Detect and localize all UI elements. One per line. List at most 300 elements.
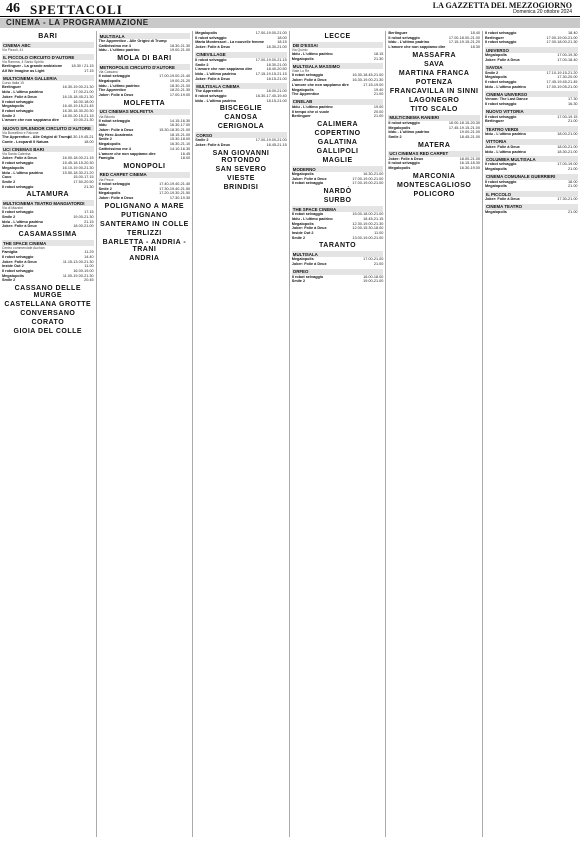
showtimes: 17.00-19.30: [557, 53, 578, 58]
film-title: Joker: Folie à Deux: [291, 78, 327, 83]
page-header: [0, 0, 580, 17]
city-heading: VIESTE: [227, 174, 255, 182]
film-title: Joker: Folie à Deux: [388, 156, 424, 161]
film-title: Smile 2: [2, 113, 16, 118]
film-row: [485, 210, 578, 215]
film-title: Smile 2: [484, 70, 499, 75]
showtimes: 16.15-18.45-21.30: [62, 94, 94, 99]
showtimes: 18.00: [84, 139, 94, 144]
showtimes: 18.45-21.15: [266, 143, 287, 148]
showtimes: 17.00-19.00-21.00: [352, 181, 384, 186]
film-title: Il robot selvaggio: [2, 268, 34, 273]
showtimes: 17.00-19.00: [557, 162, 578, 167]
film-title: Il tempo che ci vuole: [291, 109, 330, 114]
city-heading: MASSAFRA: [412, 51, 456, 59]
city-heading: SAN SEVERO: [215, 165, 267, 173]
cinema-name: MODERNO: [292, 166, 384, 172]
film-row: [2, 278, 94, 283]
showtimes: 19.00-21.00: [363, 279, 384, 284]
city-heading: CORATO: [31, 319, 65, 327]
cinema-name: CINEMA UNIVERSO: [485, 91, 578, 97]
film-row: [388, 135, 480, 140]
showtimes: 12.00-15.30-18.00: [352, 226, 384, 231]
showtimes: 16.30-21.10: [169, 142, 191, 147]
showtimes: 18.00-21.00: [73, 224, 94, 229]
showtimes: 15.30-18.30-21.00: [159, 128, 191, 133]
listing-columns: [0, 31, 580, 837]
showtimes: 19.00-21.00: [169, 48, 191, 53]
showtimes: 16.30-19.00-21.30: [62, 85, 94, 90]
showtimes: 16.30-18.45-21.00: [352, 73, 384, 78]
film-title: Smile 2: [388, 134, 402, 139]
showtimes: 12.30-19.00-21.30: [352, 221, 384, 226]
film-title: Il robot selvaggio: [484, 31, 517, 35]
film-title: Il robot selvaggio: [2, 108, 34, 113]
film-row: [195, 77, 287, 82]
showtimes: 16.30-19.00: [459, 166, 480, 171]
film-title: The Apprentice - Alle Origini di Trump: [98, 39, 167, 43]
cinema-name: MULTICINEMA GALLERIA: [2, 75, 94, 81]
film-title: Il robot selvaggio: [2, 254, 34, 259]
film-title: Maria Montessori - La nouvelle femme: [195, 40, 264, 45]
film-title: Megalopolis: [98, 142, 121, 147]
city-heading: LECCE: [324, 33, 351, 40]
showtimes: 11.00: [84, 264, 94, 269]
showtimes: 17.40-19.40-21.40: [159, 181, 191, 186]
film-title: The Apprentice: [98, 88, 127, 93]
film-row: [292, 279, 384, 284]
film-title: L'amore che non sappiamo dire: [388, 45, 446, 50]
showtimes: 15.00-18.00-21.00: [352, 212, 384, 217]
film-title: Iddu - L'ultimo padrino: [388, 130, 430, 135]
showtimes: 17.00-19.05-21.00: [546, 84, 578, 89]
showtimes: 21.00: [373, 92, 384, 97]
showtimes: 18.30-21.00: [557, 149, 578, 154]
film-title: Megalopolis: [98, 78, 121, 83]
film-title: Inside Out 2: [2, 264, 24, 269]
showtimes: 16.00-18.00: [73, 99, 94, 104]
city-heading: BRINDISI: [223, 183, 259, 191]
film-title: Megalopolis: [2, 104, 24, 109]
cinema-address: Via Ramma, 4 Santo Spirito: [2, 60, 44, 64]
film-row: [485, 184, 578, 189]
film-title: Smile 2: [2, 179, 16, 184]
showtimes: 17.45-19.15-21.00: [448, 125, 480, 130]
film-title: Joker: Folie à Deux: [195, 45, 231, 50]
cinema-name: METROPOLIS CIRCUITO D'AUTORE: [99, 64, 191, 70]
showtimes: 18.20-21.30: [169, 88, 191, 93]
film-title: Il robot selvaggio: [388, 120, 420, 125]
showtimes: 17.20-19.30-21.50: [159, 191, 191, 196]
showtimes: 18.00: [568, 179, 578, 184]
showtimes: 17.15-19.00: [363, 82, 384, 87]
cinema-name: MULTICINEMA TEATRO MANGIATORDI: [2, 200, 94, 206]
city-heading: BISCEGLIE: [219, 105, 263, 113]
film-title: Iddu - L'ultimo padrino: [2, 219, 43, 224]
film-title: Joker: Folie à Deux: [2, 94, 37, 99]
listing-column: [193, 31, 290, 837]
film-row: [485, 119, 578, 124]
showtimes: 19.00: [373, 104, 384, 109]
city-heading: CERIGNOLA: [217, 123, 265, 131]
film-title: Coco: [2, 175, 12, 180]
showtimes: 11.15-13.00-21.30: [62, 259, 94, 264]
cinema-name: UNIVERSO: [485, 47, 578, 53]
showtimes: 18.30-19.45-21: [67, 135, 94, 140]
showtimes: 17.00-19.00-21.00: [255, 31, 287, 35]
city-heading: POLIGNANO A MARE: [104, 202, 185, 210]
showtimes: 21.00: [373, 262, 384, 267]
city-heading: CALIMERA: [317, 121, 359, 129]
listing-column: [290, 31, 387, 837]
city-heading: TERLIZZI: [127, 229, 162, 237]
city-heading: NARDÒ: [323, 188, 352, 196]
showtimes: 16.30-19.00-21.30: [352, 78, 384, 83]
film-title: Smile 2: [195, 138, 209, 143]
film-title: Il robot selvaggio: [484, 79, 517, 84]
showtimes: 18.00-21.00: [557, 132, 578, 137]
film-title: Joker: Folie à Deux: [291, 176, 327, 181]
city-heading: CASAMASSIMA: [18, 231, 77, 239]
showtimes: 19.00-21.20: [169, 78, 191, 83]
film-title: Megalopolis: [388, 125, 411, 130]
showtimes: 17.00-21.00: [363, 257, 384, 262]
cinema-name: THE SPACE CINEMA: [2, 240, 94, 246]
showtimes: 18.00-21.00: [459, 156, 480, 161]
showtimes: 18.15-21.00: [266, 76, 287, 81]
film-row: [195, 99, 287, 104]
showtimes: 21.00: [373, 114, 384, 119]
film-title: Megalopolis: [291, 221, 314, 226]
showtimes: 18.30-21.00: [266, 62, 287, 67]
film-title: Joker: Folie à Deux: [484, 57, 520, 62]
cinema-address: Via Pesce: [98, 177, 114, 182]
showtimes: 21.30: [84, 184, 94, 189]
film-title: The Apprentice: [291, 92, 320, 97]
city-heading: LAGONEGRO: [408, 96, 460, 104]
showtimes: 17.00-19.00-21.00: [546, 35, 578, 40]
showtimes: 17.00-18.00-21.30: [546, 40, 578, 45]
showtimes: 18.15: [373, 52, 384, 56]
film-title: Il robot selvaggio: [195, 57, 227, 62]
film-row: [2, 118, 94, 123]
film-row: [2, 224, 94, 229]
cinema-name: MULTISALA: [292, 251, 384, 257]
film-row: [485, 58, 578, 63]
film-title: Joker: Folie à Deux: [98, 92, 134, 97]
film-title: Berlinguer - La grande ambizione: [2, 64, 63, 68]
film-title: Cattivissimo me 4: [98, 146, 131, 151]
showtimes: 17.30: [568, 97, 578, 102]
cinema-name: UCI CINEMAS RED CARPET: [388, 151, 480, 157]
film-row: [485, 197, 578, 202]
film-title: Joker: Folie à Deux: [98, 196, 134, 201]
city-heading: TARANTO: [319, 242, 357, 250]
film-title: Joker: Folie à Deux: [291, 262, 327, 267]
showtimes: 16.00-19.00: [73, 268, 94, 273]
showtimes: 18.00: [180, 156, 191, 161]
showtimes: 18.00-21.00: [266, 89, 287, 94]
cinema-name: MULTISALA: [99, 33, 191, 39]
showtimes: 19.40: [373, 87, 384, 92]
film-title: Il robot selvaggio: [291, 274, 324, 279]
film-row: [195, 45, 287, 50]
showtimes: 11.29: [84, 250, 94, 255]
film-row: [485, 150, 578, 155]
film-title: Megalopolis: [291, 87, 314, 92]
film-title: Megalopolis: [484, 209, 507, 214]
film-title: My Hero Academia: [98, 132, 133, 137]
film-title: Iddu - L'ultimo padrino: [291, 52, 333, 56]
showtimes: 11.00-19.00-21.30: [62, 273, 94, 278]
film-title: Megalopolis: [484, 184, 507, 189]
showtimes: 15.00-17.15: [73, 175, 94, 180]
film-title: Iddu - L'ultimo padrino: [2, 90, 43, 95]
film-row: [292, 114, 384, 119]
showtimes: 18.15-21.00: [266, 98, 287, 103]
film-title: Joker: Folie à Deux: [2, 224, 37, 229]
showtimes: 16.30: [568, 102, 578, 107]
film-row: [2, 185, 94, 190]
cinema-name: TEATRO VERDI: [485, 126, 578, 132]
film-title: Smile 2: [2, 215, 16, 220]
film-title: Smile 2: [98, 137, 112, 142]
film-row: [292, 236, 384, 241]
film-title: Il robot selvaggio: [2, 161, 34, 166]
cinema-address: Viale Lo Re: [291, 69, 310, 74]
city-heading: ALTAMURA: [26, 191, 70, 199]
film-title: Berlinguer: [484, 119, 504, 124]
showtimes: 15.45-18.15-20.30: [62, 161, 94, 166]
cinema-address: Via Quinto: [291, 48, 308, 52]
film-title: Il robot selvaggio: [2, 184, 34, 189]
film-row: [292, 181, 384, 186]
city-heading: TITO SCALO: [410, 105, 458, 113]
cinema-address: Via Cassano: [98, 70, 118, 75]
showtimes: 17.00-18.00-21.00: [448, 35, 480, 40]
film-title: Il robot selvaggio: [484, 162, 517, 167]
cinema-name: CORSO: [195, 132, 287, 138]
film-row: [99, 156, 191, 161]
film-title: Megalopolis: [291, 56, 314, 61]
film-title: Il robot selvaggio: [195, 94, 227, 99]
film-title: Smile 2: [98, 186, 112, 191]
showtimes: 17.15: [84, 68, 94, 73]
showtimes: 17.00-19.00-21.15: [255, 57, 287, 62]
showtimes: 18.30-21.00: [169, 83, 191, 88]
listing-column: [386, 31, 483, 837]
section-title: SPETTACOLI: [30, 2, 123, 17]
showtimes: 16.15-18.30: [459, 161, 480, 166]
cinema-name: DB D'ESSAI: [292, 42, 384, 48]
showtimes: 21.00: [568, 166, 578, 171]
showtimes: 17.00-19.00-21.00: [352, 176, 384, 181]
showtimes: 17.00-19.00-21.00: [255, 138, 287, 143]
cinema-address: Via di Mazzini: [2, 206, 23, 211]
film-title: Joker: Folie à Deux: [484, 197, 520, 202]
showtimes: 18.45-21.00: [459, 134, 480, 139]
film-row: [388, 166, 480, 171]
city-heading: CASSANO DELLE MURGE: [14, 285, 81, 300]
city-heading: POTENZA: [415, 78, 453, 86]
cinema-name: VITTORIA: [485, 139, 578, 145]
showtimes: 18.45-21.15: [363, 216, 384, 221]
city-heading: ANDRIA: [129, 254, 160, 262]
listing-column: [0, 31, 97, 837]
film-row: [485, 40, 578, 45]
cinema-name: CINEMA TEATRO: [485, 204, 578, 210]
film-title: Iddu - L'ultimo padrino: [195, 71, 237, 76]
film-title: Iddu - L'ultimo padrino: [484, 149, 526, 154]
band-title: CINEMA - LA PROGRAMMAZIONE: [6, 18, 149, 27]
city-heading: FRANCAVILLA IN SINNI: [389, 87, 479, 95]
cinema-name: CINEVILLAGE: [195, 52, 287, 58]
showtimes: 21.30: [373, 56, 384, 61]
film-title: Joker: Folie à Deux: [195, 143, 231, 148]
cinema-name: RED CARPET CINEMA: [99, 172, 191, 178]
cinema-name: CINELAB: [292, 99, 384, 105]
showtimes: 17.00-19.00-21.40: [159, 74, 191, 79]
film-title: Iddu - L'ultimo padrino: [195, 98, 237, 103]
cinema-address: Corso Italia 15: [2, 81, 24, 86]
city-heading: SAN GIOVANNI ROTONDO: [212, 149, 270, 164]
showtimes: 18.30: [470, 45, 480, 50]
city-heading: MARTINA FRANCA: [398, 69, 470, 77]
film-title: Joker: Folie à Deux: [2, 259, 37, 264]
city-heading: MONTESCAGLIOSO: [397, 181, 472, 189]
film-row: [2, 140, 94, 145]
showtimes: 17.15-19.15-21.20: [448, 40, 480, 45]
film-title: Il robot selvaggio: [484, 102, 517, 107]
showtimes: 13.00-19.00-21.00: [352, 235, 384, 240]
city-heading: BARLETTA - ANDRIA - TRANI: [102, 238, 187, 253]
film-title: Joker: Folie à Deux: [2, 156, 37, 161]
city-heading: SURBO: [323, 197, 352, 205]
city-heading: SAVA: [423, 60, 445, 68]
showtimes: 17.45-19.45-21.45: [546, 79, 578, 84]
showtimes: 18.30-21.30: [169, 43, 191, 48]
film-title: Megalopolis: [291, 257, 314, 262]
film-title: Joker: Folie à Deux: [484, 144, 520, 149]
showtimes: 17.30-19.40-21.50: [159, 186, 191, 191]
showtimes: 17.30-21.00: [557, 197, 578, 202]
showtimes: 18.40: [470, 31, 480, 35]
showtimes: 21.15: [84, 219, 94, 224]
showtimes: 16.30-17.00: [169, 123, 191, 128]
city-heading: CANOSA: [224, 114, 258, 122]
cinema-name: THE SPACE CINEMA: [292, 206, 384, 212]
showtimes: 19.00-21.30: [73, 215, 94, 220]
film-title: Iddu - L'ultimo padrino: [98, 83, 140, 88]
film-title: Famiglia: [98, 156, 114, 161]
film-title: Megalopolis: [98, 191, 121, 196]
cinema-address: Via Borsellino e Falcone: [2, 131, 39, 136]
film-title: Megalopolis: [484, 53, 507, 58]
showtimes: 16.40-19.15-21.45: [62, 104, 94, 109]
film-title: Iddu - L'ultimo padrino: [484, 132, 526, 137]
film-title: Iddu - L'ultimo padrino: [291, 104, 333, 109]
film-title: L'amore che non sappiamo dire: [2, 118, 60, 123]
city-heading: MAGLIE: [322, 157, 353, 165]
cinema-name: NUOVO SPLENDOR CIRCUITO D'AUTORE: [2, 125, 94, 131]
film-title: Il robot selvaggio: [388, 161, 420, 166]
film-title: Il robot selvaggio: [98, 181, 131, 186]
showtimes: 18.00: [277, 35, 287, 40]
film-title: Berlinguer: [484, 35, 504, 40]
film-row: [485, 167, 578, 172]
showtimes: 15.50-18.30-21.20: [62, 170, 94, 175]
film-title: Iddu - L'ultimo padrino: [2, 170, 43, 175]
film-title: Joker: Folie à Deux: [98, 128, 134, 133]
city-heading: PUTIGNANO: [121, 211, 168, 219]
showtimes: 18.15: [277, 40, 287, 45]
film-title: Famiglia: [2, 250, 18, 255]
film-row: [292, 92, 384, 97]
showtimes: 17.50-20.50: [73, 179, 94, 184]
film-title: Il robot selvaggio: [195, 35, 227, 40]
film-title: Megalopolis: [388, 166, 411, 171]
showtimes: 14.15-16.30: [169, 118, 191, 123]
showtimes: 14.40: [84, 254, 94, 259]
showtimes: 17.15: [84, 210, 94, 215]
showtimes: 18.15-21.00: [169, 132, 191, 137]
city-heading: MOLFETTA: [123, 99, 166, 107]
film-title: Cattivissimo me 4: [98, 43, 131, 48]
showtimes: 15.30-18.00: [169, 137, 191, 142]
film-title: Joker: Folie à Deux: [291, 226, 327, 231]
film-title: Megalopolis: [484, 75, 507, 80]
showtimes: 21.00: [568, 209, 578, 214]
showtimes: 16.30-21.00: [363, 172, 384, 177]
cinema-name: UCI CINEMAS MOLFETTA: [99, 109, 191, 115]
showtimes: 18.40: [568, 31, 578, 35]
film-title: Berlinguer: [388, 31, 408, 35]
city-heading: POLICORO: [413, 190, 455, 198]
showtimes: 16.10-19.00-21.30: [62, 165, 94, 170]
film-title: All We Imagine as Light: [2, 68, 45, 73]
cinema-address: Via Santa Caterina: [2, 152, 31, 157]
city-heading: COPERTINO: [314, 130, 361, 138]
cinema-name: CINEMA COMUNALE GUERRIERI: [485, 174, 578, 180]
showtimes: 17.00-21.00: [73, 90, 94, 95]
cinema-address: Centro commerciale Auchan: [2, 246, 45, 251]
film-row: [388, 45, 480, 50]
film-title: Smile 2: [291, 279, 306, 284]
showtimes: 14.10-16.30: [169, 146, 191, 151]
film-row: [99, 196, 191, 201]
showtimes: 17.10-19.15-21.20: [546, 70, 578, 75]
film-row: [485, 102, 578, 107]
showtimes: 20.45: [84, 278, 94, 283]
film-row: [2, 69, 94, 74]
film-row: [485, 132, 578, 137]
cinema-name: SAVOIA: [485, 65, 578, 71]
film-title: The Apprentice - Alle Origini di Trump: [2, 135, 71, 140]
film-title: Il robot selvaggio: [484, 114, 517, 119]
cinema-name: MULTISALA CINEMA: [195, 83, 287, 89]
cinema-address: Via Pizzoli, 41: [2, 48, 24, 52]
film-title: Iddu - L'ultimo padrino: [291, 216, 333, 221]
film-title: L'amore che non sappiamo dire: [98, 151, 156, 156]
showtimes: 16.30-17.40-19.40: [255, 94, 287, 99]
showtimes: 21.00: [568, 119, 578, 124]
film-title: Conte - Leopardi Il Natura: [2, 139, 49, 144]
showtimes: 18.30 / 21.15: [71, 64, 94, 68]
film-row: [292, 262, 384, 267]
cinema-name: CINEMA ABC: [2, 42, 94, 48]
film-title: Il robot selvaggio: [388, 35, 420, 40]
showtimes: 18.40-20.50: [266, 67, 287, 72]
